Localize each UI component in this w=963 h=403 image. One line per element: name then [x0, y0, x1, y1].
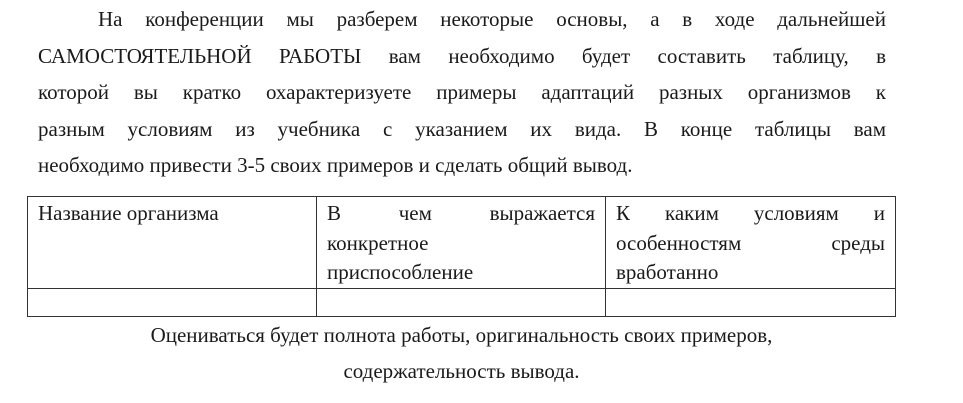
intro-line-5: необходимо привести 3-5 своих примеров и сделать общий вывод.	[38, 153, 633, 177]
header-conditions-line-3: вработанно	[616, 260, 719, 284]
header-adaptation-line-2: конкретное	[327, 230, 429, 255]
header-organism-name-text: Название организма	[38, 201, 219, 225]
grading-note-line-1: Оцениваться будет полнота работы, оригинальность своих примеров,	[150, 323, 773, 347]
header-adaptation-line-3: приспособление	[327, 260, 474, 284]
header-organism-name	[28, 197, 317, 289]
intro-line-3: которой вы кратко охарактеризуете примеры адаптаций разных организмов к	[38, 80, 886, 104]
intro-line-4: разным условиям из учебника с указанием их вида. В конце таблицы вам	[38, 116, 886, 141]
table-cell-empty-1[interactable]	[28, 288, 317, 316]
grading-note	[0, 317, 923, 389]
assignment-document	[38, 0, 886, 184]
intro-line-1: На конференции мы разберем некоторые основы, а в ходе дальнейшей	[98, 7, 886, 31]
adaptation-table	[27, 196, 896, 317]
header-conditions-line-1: К каким условиям и	[616, 201, 885, 225]
table-cell-empty-3[interactable]	[606, 288, 896, 316]
intro-paragraph	[38, 0, 886, 184]
header-adaptation-line-1: В чем выражается	[327, 201, 595, 225]
header-conditions	[606, 197, 896, 289]
table-cell-empty-2[interactable]	[317, 288, 606, 316]
grading-note-line-2: содержательность вывода.	[343, 359, 580, 383]
table-row	[28, 288, 896, 316]
intro-line-2: САМОСТОЯТЕЛЬНОЙ РАБОТЫ вам необходимо будет составить таблицу, в	[38, 43, 886, 68]
table-header-row	[28, 197, 896, 289]
header-adaptation	[317, 197, 606, 289]
header-conditions-line-2: особенностям среды	[616, 230, 885, 255]
